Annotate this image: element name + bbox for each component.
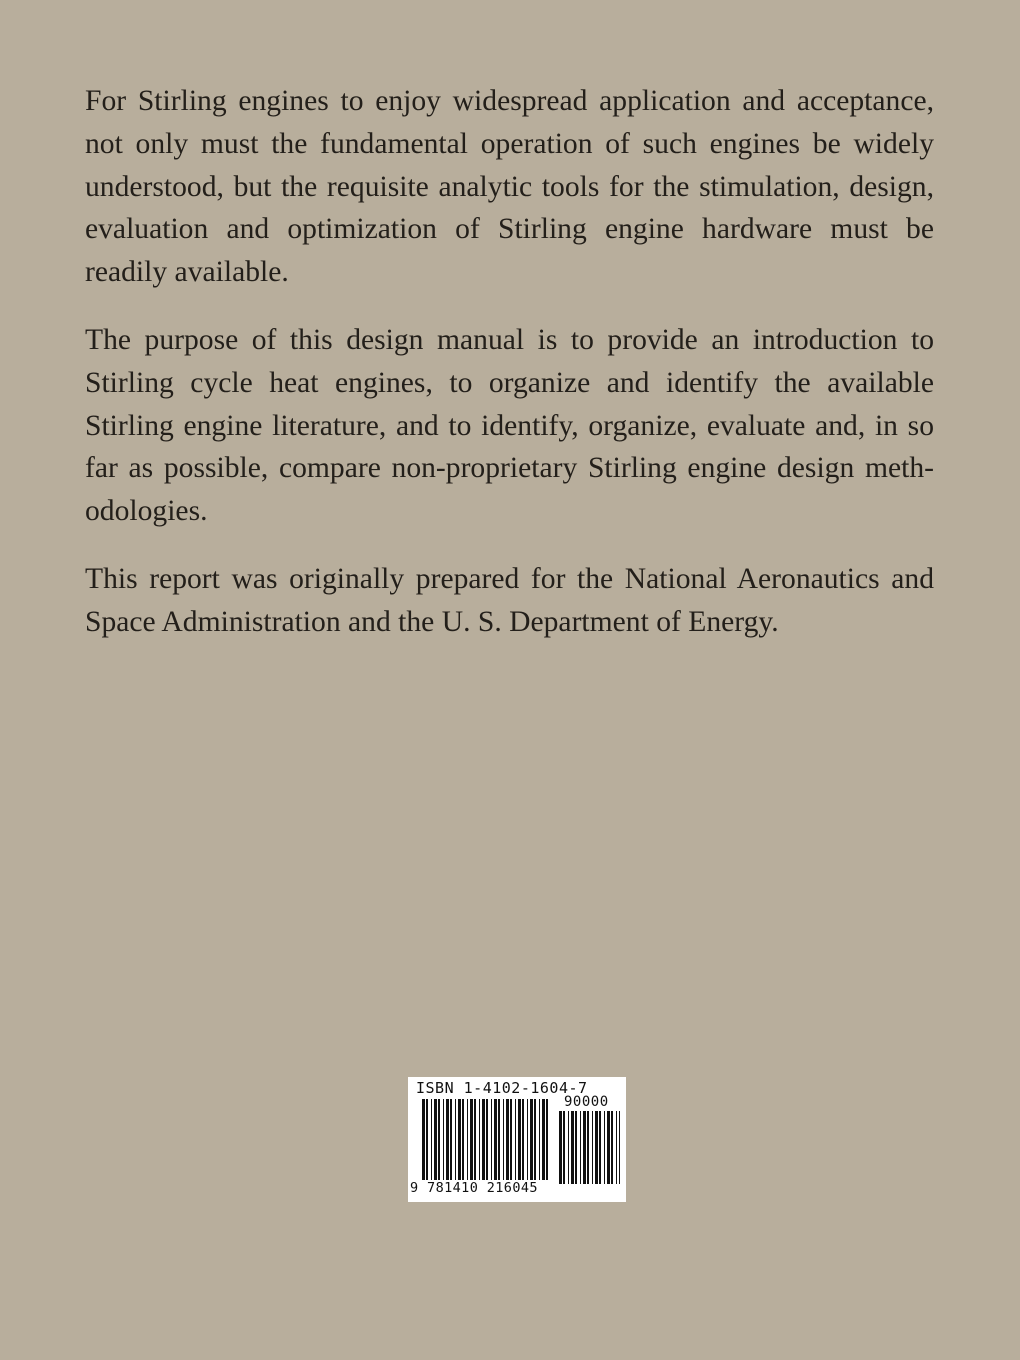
barcode-bar	[530, 1099, 533, 1180]
barcode-bar	[450, 1099, 452, 1180]
barcode-bar	[580, 1111, 581, 1184]
barcode-bar	[434, 1099, 437, 1180]
barcode-bar	[482, 1099, 485, 1180]
blurb-paragraph-3: This report was originally prepared for the National Aeronautics and Space Administration and the U. S. Department of Energy.	[85, 562, 934, 638]
barcode-bar	[587, 1111, 589, 1184]
barcode-bar	[510, 1099, 512, 1180]
barcode-bar	[438, 1099, 440, 1180]
barcode-bar	[515, 1099, 516, 1180]
barcode-bar	[595, 1111, 598, 1184]
barcode-bar	[559, 1111, 562, 1184]
barcode-bar	[527, 1099, 528, 1180]
barcode-bar	[619, 1111, 620, 1184]
barcode-bar	[539, 1099, 540, 1180]
barcode-bar	[506, 1099, 509, 1180]
barcode-bar	[503, 1099, 504, 1180]
barcode-bar	[431, 1099, 432, 1180]
barcode-bar	[479, 1099, 480, 1180]
blurb-paragraph-2: The purpose of this design manual is to provide an introduction to Stirling cycle heat engines, to organize and identify the available Stirling engine literature, and to identify, organize, evaluate and, in so far as possible, compare non-proprietary Stirling engine design methodologies.	[85, 323, 934, 528]
barcode-bar	[491, 1099, 492, 1180]
blurb-paragraph-1: For Stirling engines to enjoy widespread application and acceptance, not only must the fundamental operation of such engines be widely understood, but the requisite analytic tools for the stimulation, design, evaluation and optimization of Stirling engine hardware must be readily available.	[85, 85, 934, 289]
barcode-bar	[611, 1111, 613, 1184]
barcode-bar	[604, 1111, 605, 1184]
ean-digits: 9 781410 216045	[410, 1180, 538, 1196]
barcode-bar	[486, 1099, 488, 1180]
barcode-bar	[542, 1099, 545, 1180]
barcode-bar	[470, 1099, 473, 1180]
barcode-bar	[568, 1111, 569, 1184]
back-cover-blurb	[85, 80, 934, 669]
barcode-bar	[518, 1099, 521, 1180]
isbn-label: ISBN 1-4102-1604-7	[416, 1079, 588, 1097]
barcode-bar	[607, 1111, 610, 1184]
barcode-bar	[498, 1099, 500, 1180]
barcode-bar	[474, 1099, 476, 1180]
barcode-bar	[599, 1111, 601, 1184]
barcode-bar	[455, 1099, 456, 1180]
barcode-bar	[422, 1099, 425, 1180]
barcode-bar	[458, 1099, 461, 1180]
barcode-bar	[426, 1099, 428, 1180]
barcode-bar	[462, 1099, 464, 1180]
isbn-barcode	[408, 1077, 626, 1202]
price-code: 90000	[564, 1094, 609, 1110]
barcode-bar	[494, 1099, 497, 1180]
barcode-bar	[583, 1111, 586, 1184]
barcode-bar	[534, 1099, 536, 1180]
barcode-bar	[575, 1111, 577, 1184]
barcode-bar	[563, 1111, 565, 1184]
barcode-bar	[616, 1111, 617, 1184]
barcode-bar	[522, 1099, 524, 1180]
barcode-bar	[467, 1099, 468, 1180]
barcode-bar	[443, 1099, 444, 1180]
barcode-bar	[571, 1111, 574, 1184]
barcode-bar	[592, 1111, 593, 1184]
barcode-bar	[446, 1099, 449, 1180]
barcode-bar	[546, 1099, 548, 1180]
